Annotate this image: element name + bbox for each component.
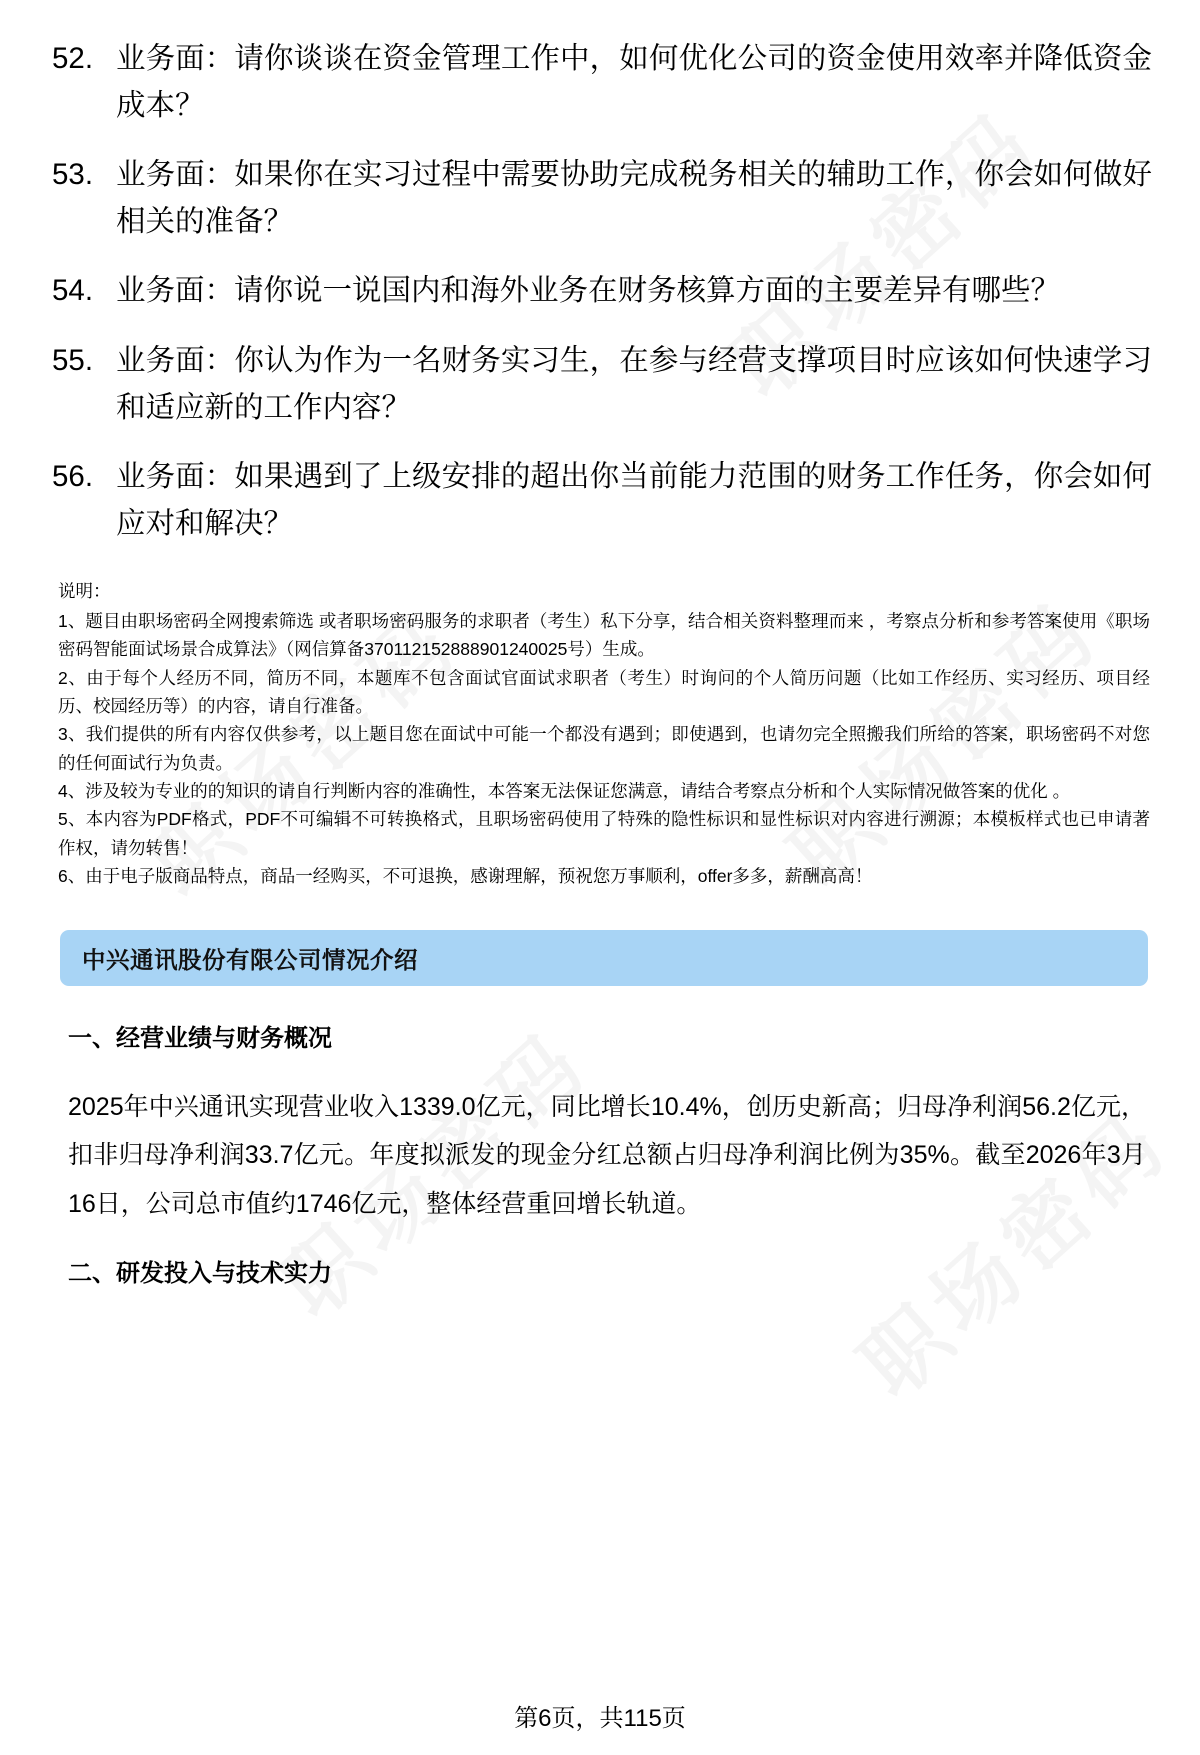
notes-block: [44, 577, 1156, 890]
note-item: 2、由于每个人经历不同，简历不同，本题库不包含面试官面试求职者（考生）时询问的个人简历问题（比如工作经历、实习经历、项目经历、校园经历等）的内容，请自行准备。: [58, 667, 1150, 716]
financial-overview-paragraph: 2025年中兴通讯实现营业收入1339.0亿元，同比增长10.4%，创历史新高；归母净利润56.2亿元，扣非归母净利润33.7亿元。年度拟派发的现金分红总额占归母净利润比例为35%。截至2026年3月16日，公司总市值约1746亿元，整体经营重回增长轨道。: [68, 1092, 1146, 1219]
question-number: 54.: [52, 274, 94, 308]
question-number: 56.: [52, 460, 94, 494]
question-list: [44, 36, 1156, 547]
question-item: [44, 36, 1156, 129]
company-section-title: 中兴通讯股份有限公司情况介绍: [82, 947, 418, 974]
note-item: 4、涉及较为专业的的知识的请自行判断内容的准确性，本答案无法保证您满意，请结合考察点分析和个人实际情况做答案的优化 。: [58, 780, 1071, 801]
question-number: 55.: [52, 344, 94, 378]
question-number: 53.: [52, 158, 94, 192]
notes-heading: 说明：: [58, 581, 111, 602]
question-text: 业务面：你认为作为一名财务实习生，在参与经营支撑项目时应该如何快速学习和适应新的工作内容？: [116, 344, 1152, 424]
note-item: 3、我们提供的所有内容仅供参考，以上题目您在面试中可能一个都没有遇到；即使遇到，也请勿完全照搬我们所给的答案，职场密码不对您的任何面试行为负责。: [58, 724, 1150, 773]
question-item: [44, 152, 1156, 245]
question-item: [44, 454, 1156, 547]
note-item: 5、本内容为PDF格式，PDF不可编辑不可转换格式，且职场密码使用了特殊的隐性标识和显性标识对内容进行溯源；本模板样式也已申请著作权，请勿转售！: [58, 809, 1150, 858]
subsection-heading-one: 一、经营业绩与财务概况: [68, 1025, 332, 1053]
question-text: 业务面：如果遇到了上级安排的超出你当前能力范围的财务工作任务，你会如何应对和解决？: [116, 460, 1152, 540]
company-section-banner: [60, 930, 1148, 986]
question-text: 业务面：请你说一说国内和海外业务在财务核算方面的主要差异有哪些？: [116, 274, 1061, 308]
note-item: 6、由于电子版商品特点，商品一经购买，不可退换，感谢理解，预祝您万事顺利，offer多多，薪酬高高！: [58, 865, 873, 886]
question-text: 业务面：请你谈谈在资金管理工作中，如何优化公司的资金使用效率并降低资金成本？: [116, 42, 1152, 122]
question-item: [44, 338, 1156, 431]
company-section: [44, 1020, 1156, 1293]
question-number: 52.: [52, 42, 94, 75]
page-footer: 第6页，共115页: [514, 1705, 686, 1732]
note-item: 1、题目由职场密码全网搜索筛选 或者职场密码服务的求职者（考生）私下分享，结合相关资料整理而来 ，考察点分析和参考答案使用《职场密码智能面试场景合成算法》（网信算备370112152888901240025号）生成。: [58, 610, 1150, 660]
subsection-heading-two: 二、研发投入与技术实力: [68, 1259, 332, 1287]
question-text: 业务面：如果你在实习过程中需要协助完成税务相关的辅助工作，你会如何做好相关的准备？: [116, 158, 1152, 238]
question-item: [44, 268, 1156, 315]
